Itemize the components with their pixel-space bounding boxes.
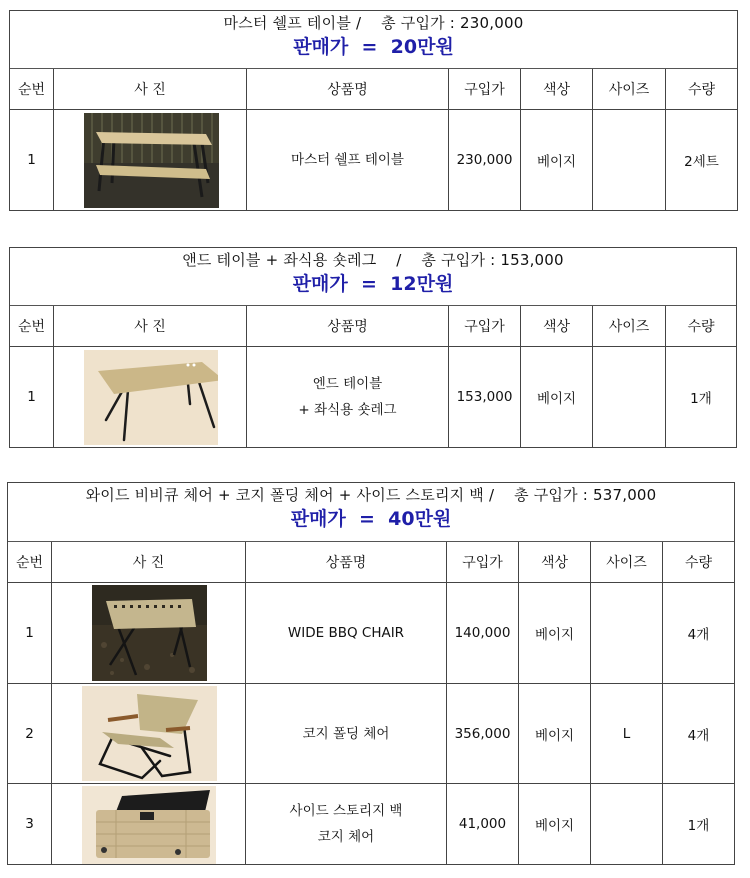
product-name-line: 코지 폴딩 체어 bbox=[302, 725, 390, 742]
cell-photo bbox=[52, 684, 246, 783]
product-name-line: WIDE BBQ CHAIR bbox=[287, 625, 405, 641]
cell-qty: 4개 bbox=[687, 627, 710, 643]
product-table bbox=[8, 542, 734, 864]
cell-purchase-price: 230,000 bbox=[449, 110, 521, 210]
header-no: 순번 bbox=[10, 69, 54, 109]
header-size: 사이즈 bbox=[591, 542, 663, 582]
cell-size: L bbox=[591, 684, 663, 783]
header-purchase-price: 구입가 bbox=[449, 69, 521, 109]
cell-color: 베이지 bbox=[519, 784, 591, 864]
wide-bbq-chair-photo bbox=[92, 585, 207, 681]
sale-price: 판매가 = 40만원 bbox=[290, 508, 452, 530]
cozy-folding-chair-photo bbox=[82, 686, 217, 781]
master-shelf-table-photo bbox=[84, 113, 219, 208]
cell-no: 1 bbox=[8, 583, 52, 683]
cell-photo bbox=[52, 583, 246, 683]
cell-size bbox=[593, 347, 666, 447]
header-product-name: 상품명 bbox=[247, 69, 449, 109]
cell-photo bbox=[54, 110, 247, 210]
header-no: 순번 bbox=[8, 542, 52, 582]
product-name-line: 사이드 스토리지 백 bbox=[289, 803, 403, 819]
listing-section-end-table bbox=[9, 247, 737, 448]
product-name-line: 마스터 쉘프 테이블 bbox=[291, 152, 404, 168]
cell-qty: 1개 bbox=[687, 818, 710, 834]
table-row bbox=[8, 684, 734, 784]
table-row bbox=[8, 784, 734, 864]
header-qty: 수량 bbox=[687, 319, 715, 335]
table-row bbox=[10, 110, 737, 210]
cell-qty: 2세트 bbox=[684, 154, 719, 170]
header-color: 색상 bbox=[521, 306, 593, 346]
header-qty: 수량 bbox=[687, 82, 716, 98]
product-table bbox=[10, 69, 737, 210]
cell-photo bbox=[52, 784, 246, 864]
cell-purchase-price: 356,000 bbox=[447, 684, 519, 783]
header-size: 사이즈 bbox=[593, 69, 666, 109]
section-title-band bbox=[10, 248, 736, 306]
product-table bbox=[10, 306, 736, 447]
cell-purchase-price: 140,000 bbox=[447, 583, 519, 683]
header-purchase-price: 구입가 bbox=[449, 306, 521, 346]
header-color: 색상 bbox=[519, 542, 591, 582]
table-header-row bbox=[8, 542, 734, 583]
section-title-band bbox=[8, 483, 734, 542]
cell-qty: 4개 bbox=[687, 727, 710, 744]
cell-no: 2 bbox=[8, 684, 52, 783]
cell-no: 1 bbox=[10, 347, 54, 447]
cell-product-name bbox=[247, 347, 449, 447]
cell-size bbox=[591, 583, 663, 683]
product-name-line: 엔드 테이블 bbox=[312, 376, 383, 392]
section-title-band bbox=[10, 11, 737, 69]
cell-size bbox=[591, 784, 663, 864]
header-product-name: 상품명 bbox=[246, 542, 447, 582]
cell-qty: 1개 bbox=[690, 391, 712, 407]
cell-product-name bbox=[246, 684, 447, 783]
section-title: 앤드 테이블 + 좌식용 숏레그 / 총 구입가 : 153,000 bbox=[182, 251, 564, 269]
listing-section-master-shelf-table bbox=[9, 10, 738, 211]
side-storage-bag-photo bbox=[82, 786, 216, 864]
table-row bbox=[10, 347, 736, 447]
cell-product-name bbox=[246, 583, 447, 683]
end-table-photo bbox=[84, 350, 218, 445]
table-row bbox=[8, 583, 734, 684]
cell-no: 3 bbox=[8, 784, 52, 864]
table-header-row bbox=[10, 306, 736, 347]
table-header-row bbox=[10, 69, 737, 110]
cell-no: 1 bbox=[10, 110, 54, 210]
cell-color: 베이지 bbox=[521, 110, 593, 210]
header-photo: 사 진 bbox=[54, 306, 247, 346]
section-title: 와이드 비비큐 체어 + 코지 폴딩 체어 + 사이드 스토리지 백 / 총 구입가 : 537,000 bbox=[85, 486, 657, 504]
header-purchase-price: 구입가 bbox=[447, 542, 519, 582]
section-title: 마스터 쉘프 테이블 / 총 구입가 : 230,000 bbox=[223, 14, 524, 32]
cell-photo bbox=[54, 347, 247, 447]
header-color: 색상 bbox=[521, 69, 593, 109]
listing-section-chairs-bundle bbox=[7, 482, 735, 865]
header-qty: 수량 bbox=[684, 555, 713, 571]
cell-purchase-price: 153,000 bbox=[449, 347, 521, 447]
cell-product-name bbox=[247, 110, 449, 210]
header-size: 사이즈 bbox=[593, 306, 666, 346]
product-name-line: 코지 체어 bbox=[317, 829, 375, 845]
cell-product-name bbox=[246, 784, 447, 864]
header-no: 순번 bbox=[10, 306, 54, 346]
product-name-line: + 좌식용 숏레그 bbox=[298, 402, 397, 418]
cell-color: 베이지 bbox=[521, 347, 593, 447]
header-photo: 사 진 bbox=[52, 542, 246, 582]
header-photo: 사 진 bbox=[54, 69, 247, 109]
sale-price: 판매가 = 12만원 bbox=[292, 273, 454, 295]
cell-color: 베이지 bbox=[519, 684, 591, 783]
cell-size bbox=[593, 110, 666, 210]
cell-purchase-price: 41,000 bbox=[447, 784, 519, 864]
cell-color: 베이지 bbox=[519, 583, 591, 683]
sale-price: 판매가 = 20만원 bbox=[293, 36, 454, 58]
header-product-name: 상품명 bbox=[247, 306, 449, 346]
